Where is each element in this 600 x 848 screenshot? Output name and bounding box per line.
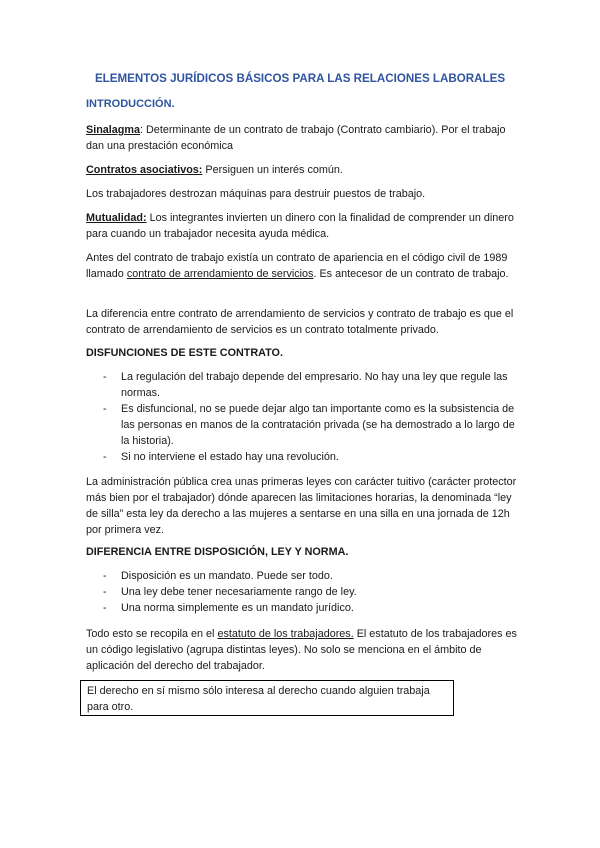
estatuto-pre: Todo esto se recopila en el <box>86 628 218 640</box>
diferencia-heading: DIFERENCIA ENTRE DISPOSICIÓN, LEY Y NORMA. <box>86 546 349 558</box>
asociativos-paragraph <box>86 162 518 178</box>
estatuto-post: El estatuto de los trabajadores es un código legislativo (agrupa distintas leyes). No solo se menciona en el ámbito de aplicación del derecho del trabajador. <box>86 628 517 672</box>
arrendamiento-link: contrato de arrendamiento de servicios <box>126 268 314 280</box>
boxed-note: El derecho en sí mismo sólo interesa al derecho cuando alguien trabaja para otro. <box>80 680 454 716</box>
disfunciones-heading: DISFUNCIONES DE ESTE CONTRATO. <box>86 347 283 359</box>
intro-heading: INTRODUCCIÓN. <box>86 98 175 110</box>
list-item: - Una norma simplemente es un mandato jurídico. <box>103 602 354 614</box>
list-item: - La regulación del trabajo depende del empresario. No hay una ley que regule las normas. <box>103 371 508 399</box>
list-item: - Una ley debe tener necesariamente rango de ley. <box>103 586 357 598</box>
asociativos-term: Contratos asociativos: <box>86 164 203 176</box>
dash-bullet: - <box>103 451 107 463</box>
list-item: - Disposición es un mandato. Puede ser todo. <box>103 570 333 582</box>
antes-pre: Antes del contrato de trabajo existía un contrato de apariencia en el código civil de 1989 llamado <box>86 252 508 280</box>
dash-bullet: - <box>103 403 107 415</box>
mutualidad-text: Los integrantes invierten un dinero con la finalidad de comprender un dinero para cuando un trabajador necesita ayuda médica. <box>86 212 514 240</box>
mutualidad-term: Mutualidad: <box>86 212 147 224</box>
diferencia-paragraph: La diferencia entre contrato de arrendamiento de servicios y contrato de trabajo es que el contrato de arrendamiento de servicios es un contrato totalmente privado. <box>86 308 514 336</box>
dash-bullet: - <box>103 602 107 614</box>
antes-post: . Es antecesor de un contrato de trabajo. <box>313 268 509 280</box>
disfunciones-list <box>86 369 518 465</box>
document-title: ELEMENTOS JURÍDICOS BÁSICOS PARA LAS RELACIONES LABORALES <box>94 72 506 85</box>
sinalagma-text: : Determinante de un contrato de trabajo (Contrato cambiario). Por el trabajo dan una prestación económica <box>86 124 506 152</box>
list-item: - Es disfuncional, no se puede dejar algo tan importante como es la subsistencia de las personas en manos de la contratación privada (se ha demostrado a lo largo de la historia). <box>103 403 515 447</box>
dash-bullet: - <box>103 570 107 582</box>
dash-bullet: - <box>103 586 107 598</box>
asociativos-text: Persiguen un interés común. <box>202 164 343 176</box>
estatuto-link: estatuto de los trabajadores. <box>217 628 354 640</box>
destrozan-paragraph: Los trabajadores destrozan máquinas para destruir puestos de trabajo. <box>86 188 426 200</box>
antes-paragraph <box>86 250 518 282</box>
diferencias-list <box>86 568 518 616</box>
sinalagma-paragraph <box>86 122 518 154</box>
mutualidad-paragraph <box>86 210 518 242</box>
list-item: - Si no interviene el estado hay una revolución. <box>103 451 339 463</box>
estatuto-paragraph <box>86 626 518 674</box>
sinalagma-term: Sinalagma <box>86 124 141 136</box>
administracion-paragraph: La administración pública crea unas primeras leyes con carácter tuitivo (carácter protector más bien por el trabajador) dónde aparecen las limitaciones horarias, la denominada “ley de silla” esta ley da derecho a las mujeres a sentarse en una silla en una jornada de 12h por primera vez. <box>86 476 517 536</box>
dash-bullet: - <box>103 371 107 383</box>
